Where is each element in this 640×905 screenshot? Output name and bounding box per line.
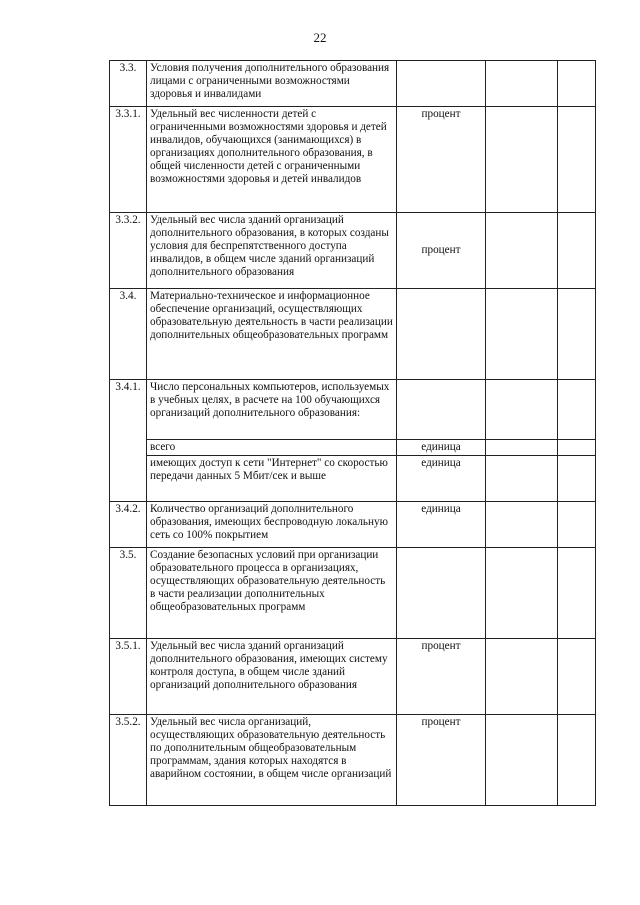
empty-cell (558, 213, 596, 289)
empty-cell (558, 289, 596, 380)
row-number: 3.3.2. (110, 213, 147, 289)
empty-cell (558, 502, 596, 548)
table-row (110, 107, 596, 213)
empty-cell (486, 380, 558, 440)
row-unit: единица (397, 456, 486, 502)
row-unit: единица (397, 502, 486, 548)
row-number: 3.5. (110, 548, 147, 639)
empty-cell (558, 456, 596, 502)
table-row (110, 502, 596, 548)
row-description: всего (147, 440, 397, 456)
row-description: Материально-техническое и информационное обеспечение организаций, осуществляющих образовательную деятельность в части реализации дополнительных общеобразовательных программ (147, 289, 397, 380)
empty-cell (558, 380, 596, 440)
row-description: Удельный вес числа зданий организаций дополнительного образования, в которых созданы условия для беспрепятственного доступа инвалидов, в общем числе зданий организаций дополнительного образования (147, 213, 397, 289)
empty-cell (486, 502, 558, 548)
table-row (110, 61, 596, 107)
empty-cell (486, 61, 558, 107)
row-unit (397, 548, 486, 639)
row-number: 3.4. (110, 289, 147, 380)
row-description: Число персональных компьютеров, используемых в учебных целях, в расчете на 100 обучающихся организаций дополнительного образования: (147, 380, 397, 440)
empty-cell (486, 456, 558, 502)
table-row (110, 213, 596, 289)
row-unit: процент (397, 213, 486, 289)
row-number: 3.3.1. (110, 107, 147, 213)
row-number: 3.5.1. (110, 639, 147, 715)
row-number: 3.5.2. (110, 715, 147, 806)
row-description: Удельный вес числа организаций, осуществляющих образовательную деятельность по дополнительным общеобразовательным программам, здания которых находятся в аварийном состоянии, в общем числе организаций (147, 715, 397, 806)
empty-cell (558, 440, 596, 456)
table-row (110, 456, 596, 502)
table-row (110, 440, 596, 456)
row-description: Условия получения дополнительного образования лицами с ограниченными возможностями здоровья и инвалидами (147, 61, 397, 107)
empty-cell (558, 715, 596, 806)
row-description: Количество организаций дополнительного образования, имеющих беспроводную локальную сеть со 100% покрытием (147, 502, 397, 548)
row-number: 3.3. (110, 61, 147, 107)
empty-cell (558, 548, 596, 639)
table-row (110, 380, 596, 440)
empty-cell (558, 61, 596, 107)
empty-cell (558, 107, 596, 213)
empty-cell (486, 289, 558, 380)
empty-cell (486, 639, 558, 715)
row-unit: процент (397, 639, 486, 715)
row-number: 3.4.2. (110, 502, 147, 548)
empty-cell (486, 213, 558, 289)
table-row (110, 715, 596, 806)
indicator-table (109, 60, 596, 806)
empty-cell (558, 639, 596, 715)
row-description: Удельный вес числа зданий организаций дополнительного образования, имеющих систему контроля доступа, в общем числе зданий организаций дополнительного образования (147, 639, 397, 715)
empty-cell (486, 715, 558, 806)
row-unit: единица (397, 440, 486, 456)
row-description: имеющих доступ к сети "Интернет" со скоростью передачи данных 5 Мбит/сек и выше (147, 456, 397, 502)
row-unit: процент (397, 715, 486, 806)
row-description: Создание безопасных условий при организации образовательного процесса в организациях, осуществляющих образовательную деятельность в части реализации дополнительных общеобразовательных программ (147, 548, 397, 639)
page-number: 22 (313, 30, 327, 45)
row-number: 3.4.1. (110, 380, 147, 502)
row-description: Удельный вес численности детей с ограниченными возможностями здоровья и детей инвалидов, обучающихся (занимающихся) в организациях дополнительного образования, в общей численности детей с ограниченными возможностями здоровья и детей инвалидов (147, 107, 397, 213)
empty-cell (486, 548, 558, 639)
table-row (110, 639, 596, 715)
row-unit (397, 380, 486, 440)
row-unit (397, 289, 486, 380)
table-row (110, 289, 596, 380)
table-row (110, 548, 596, 639)
row-unit: процент (397, 107, 486, 213)
row-unit (397, 61, 486, 107)
empty-cell (486, 107, 558, 213)
empty-cell (486, 440, 558, 456)
